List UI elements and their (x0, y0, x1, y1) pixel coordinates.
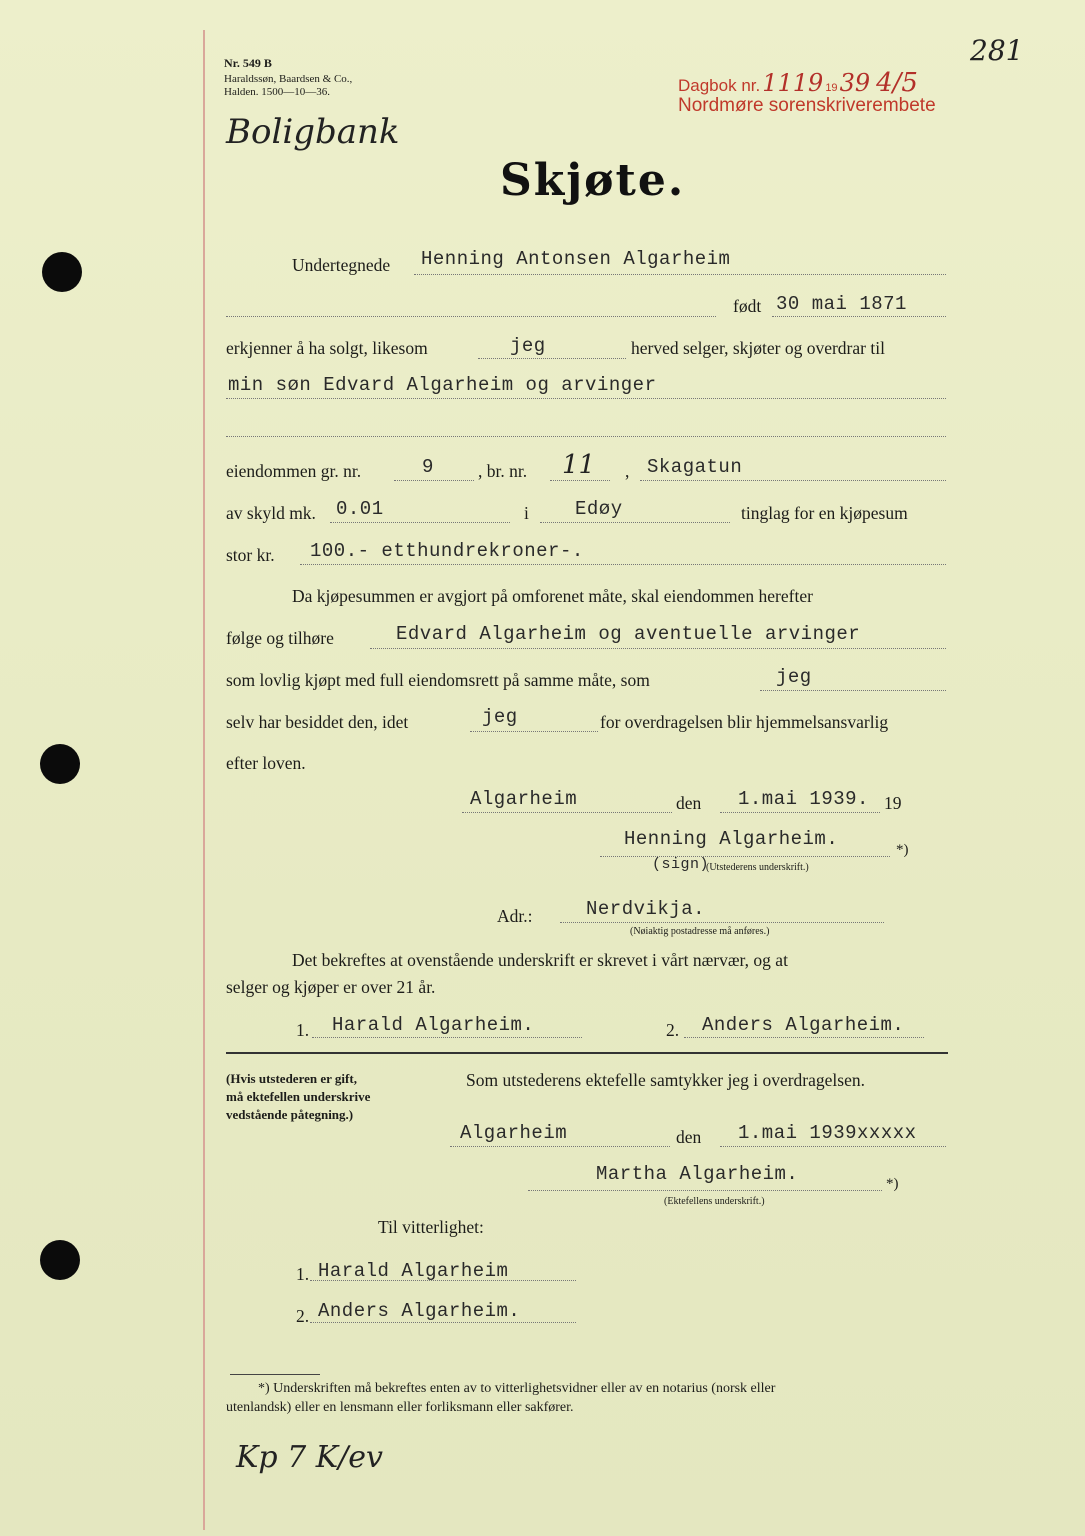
signature: Henning Algarheim. (624, 828, 839, 850)
gr-label: eiendommen gr. nr. (226, 461, 362, 481)
spouse-note (226, 1070, 370, 1124)
bank-note: Boligbank (226, 112, 400, 152)
sale-line-start: erkjenner å ha solgt, likesom (226, 338, 428, 358)
section-divider (226, 1052, 948, 1054)
terms-p3-value: jeg (776, 666, 812, 688)
witness-label: Til vitterlighet: (378, 1217, 484, 1237)
signing-date: 1.mai 1939. (738, 788, 869, 810)
spouse-den: den (676, 1127, 702, 1147)
spouse-note-3: vedstående påtegning.) (226, 1107, 354, 1122)
punch-hole-3 (40, 1240, 80, 1280)
property-sep: , (625, 461, 630, 481)
signing-den: den (676, 793, 702, 813)
footnote-line-2: utenlandsk) eller en lensmann eller forliksmann eller sakfører. (226, 1400, 574, 1415)
footnote-rule (230, 1374, 320, 1375)
adr-caption: (Nøiaktig postadresse må anføres.) (630, 926, 770, 937)
terms-p4-end: for overdragelsen blir hjemmelsansvarlig (600, 712, 889, 732)
bottom-note: Kp 7 K/ev (236, 1440, 383, 1475)
signing-place: Algarheim (470, 788, 578, 810)
i-label: i (524, 503, 529, 523)
skyld-value: 0.01 (336, 498, 384, 520)
confirm-text-2: selger og kjøper er over 21 år. (226, 977, 436, 997)
sale-pronoun: jeg (510, 335, 546, 357)
terms-p2-value: Edvard Algarheim og aventuelle arvinger (396, 623, 861, 645)
br-label: , br. nr. (478, 461, 528, 481)
spouse-consent: Som utstederens ektefelle samtykker jeg i overdragelsen. (466, 1070, 865, 1090)
page-number: 281 (970, 34, 1024, 67)
spouse-asterisk: *) (886, 1176, 899, 1192)
seller-label: Undertegnede (292, 255, 391, 275)
margin-line (203, 30, 205, 1530)
adr-label: Adr.: (497, 906, 533, 926)
terms-p4-value: jeg (482, 706, 518, 728)
signing-year-prefix: 19 (884, 793, 902, 813)
place: Edøy (575, 498, 623, 520)
spouse-note-1: (Hvis utstederen er gift, (226, 1071, 357, 1086)
skyld-label: av skyld mk. (226, 503, 316, 523)
dagbok-label: Dagbok nr. (678, 76, 761, 95)
printer-line-1: Haraldssøn, Baardsen & Co., (224, 73, 353, 85)
tinglag-label: tinglag for en kjøpesum (741, 503, 908, 523)
buyer: min søn Edvard Algarheim og arvinger (228, 374, 657, 396)
dagbok-year-prefix: 19 (825, 82, 838, 94)
sign-mark: (sign) (652, 856, 710, 873)
dagbok-value: 1119 (762, 69, 824, 97)
adr-value: Nerdvikja. (586, 898, 706, 920)
office-stamp: Nordmøre sorenskriverembete (678, 95, 936, 116)
price-label: stor kr. (226, 545, 275, 565)
punch-hole-1 (42, 252, 82, 292)
terms-p5: efter loven. (226, 753, 306, 773)
spouse-date: 1.mai 1939xxxxx (738, 1122, 917, 1144)
punch-hole-2 (40, 744, 80, 784)
witness-w2: Anders Algarheim. (318, 1300, 521, 1322)
terms-p3-start: som lovlig kjøpt med full eiendomsrett på samme måte, som (226, 670, 650, 690)
dagbok-year: 39 (839, 69, 871, 97)
sign-caption: (Utstederens underskrift.) (706, 862, 809, 873)
seller-name: Henning Antonsen Algarheim (421, 248, 731, 270)
sale-line-end: herved selger, skjøter og overdrar til (631, 338, 885, 358)
confirm-w2: Anders Algarheim. (702, 1014, 905, 1036)
spouse-note-2: må ektefellen underskrive (226, 1089, 371, 1104)
terms-p4-start: selv har besiddet den, idet (226, 712, 409, 732)
confirm-text-1: Det bekreftes at ovenstående underskrift er skrevet i vårt nærvær, og at (292, 950, 788, 970)
signing-asterisk: *) (896, 842, 909, 858)
witness-n1: 1. (296, 1264, 310, 1284)
confirm-w1-num: 1. (296, 1020, 310, 1040)
witness-n2: 2. (296, 1306, 310, 1326)
property-name: Skagatun (647, 456, 743, 478)
spouse-caption: (Ektefellens underskrift.) (664, 1196, 765, 1207)
born-label: født (733, 296, 762, 316)
terms-p2-start: følge og tilhøre (226, 628, 334, 648)
witness-w1: Harald Algarheim (318, 1260, 509, 1282)
spouse-signature: Martha Algarheim. (596, 1163, 799, 1185)
gr-value: 9 (422, 456, 434, 478)
document-title: Skjøte. (500, 155, 686, 206)
dagbok-stamp (678, 68, 918, 98)
confirm-w2-num: 2. (666, 1020, 680, 1040)
born-value: 30 mai 1871 (776, 293, 907, 315)
footnote-line-1: *) Underskriften må bekreftes enten av to vitterlighetsvidner eller av en notarius (norsk eller (258, 1381, 776, 1396)
br-value: 11 (562, 450, 596, 480)
confirm-w1: Harald Algarheim. (332, 1014, 535, 1036)
price-value: 100.- etthundrekroner-. (310, 540, 584, 562)
form-number: Nr. 549 B (224, 56, 272, 70)
dagbok-date: 4/5 (876, 68, 918, 98)
printer-line-2: Halden. 1500—10—36. (224, 86, 331, 98)
terms-p1: Da kjøpesummen er avgjort på omforenet måte, skal eiendommen herefter (292, 586, 813, 606)
spouse-place: Algarheim (460, 1122, 568, 1144)
